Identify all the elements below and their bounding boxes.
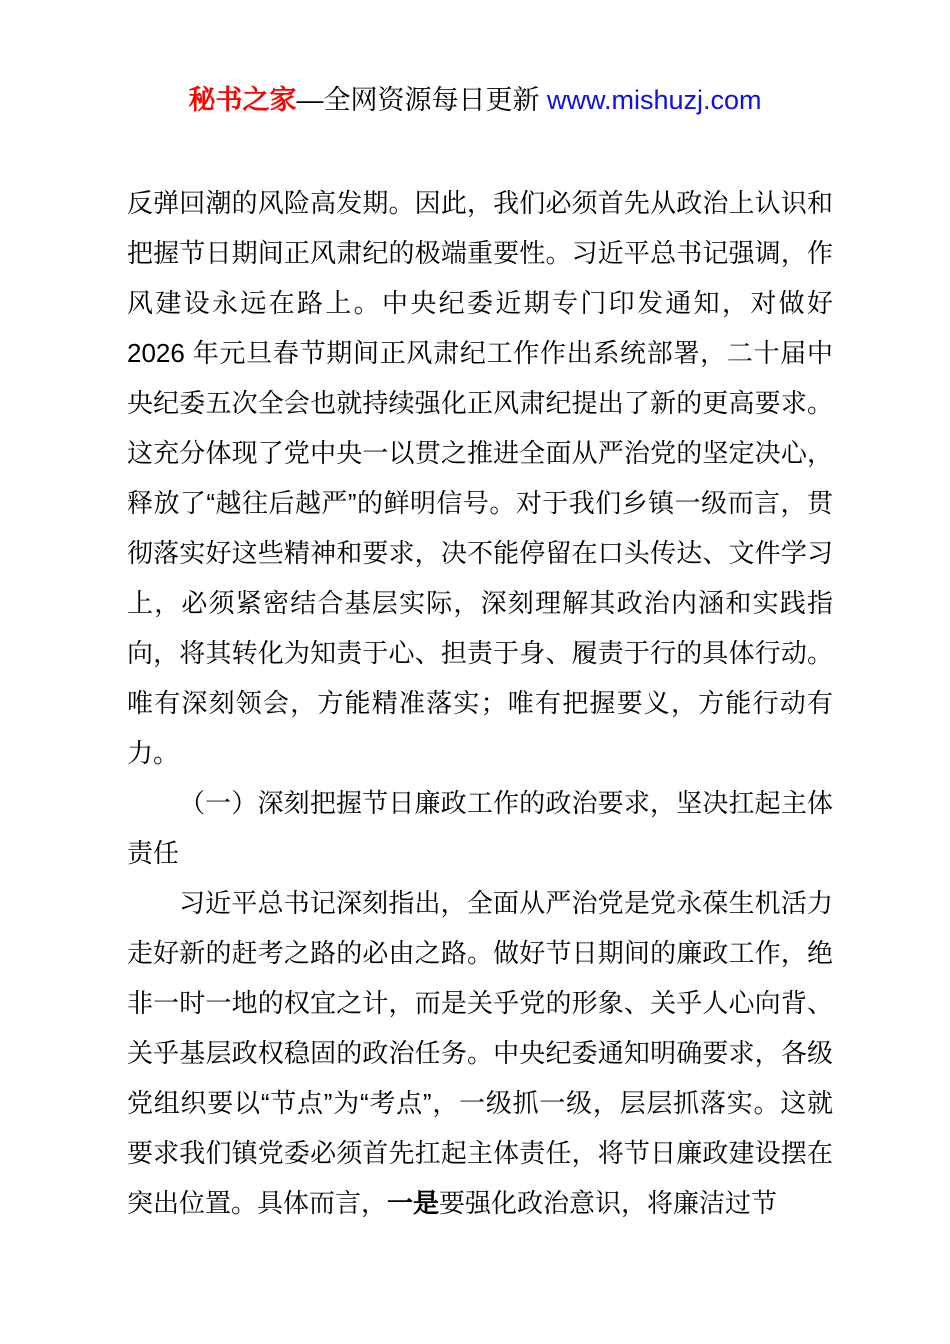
site-tagline-separator: —	[296, 85, 324, 115]
paragraph	[127, 878, 833, 1228]
site-header	[0, 0, 950, 116]
site-brand: 秘书之家	[188, 85, 297, 115]
site-tagline: 全网资源每日更新	[323, 85, 540, 115]
document-body	[0, 116, 950, 1228]
bold-text-run: 一是	[387, 1188, 440, 1218]
paragraph	[127, 778, 833, 878]
site-url[interactable]: www.mishuzj.com	[546, 85, 762, 115]
text-run: （一）深刻把握节日廉政工作的政治要求，坚决扛起主体责任	[127, 788, 833, 868]
paragraph	[127, 178, 833, 778]
text-run: 要强化政治意识，将廉洁过节	[439, 1188, 778, 1218]
text-run: 反弹回潮的风险高发期。因此，我们必须首先从政治上认识和把握节日期间正风肃纪的极端重要性。习近平总书记强调，作风建设永远在路上。中央纪委近期专门印发通知，对做好 2026 年元旦春节期间正风肃纪工作作出系统部署，二十届中央纪委五次全会也就持续强化正风肃纪提出了新的更高要求。这充分体现了党中央一以贯之推进全面从严治党的坚定决心，释放了“越往后越严”的鲜明信号。对于我们乡镇一级而言，贯彻落实好这些精神和要求，决不能停留在口头传达、文件学习上，必须紧密结合基层实际，深刻理解其政治内涵和实践指向，将其转化为知责于心、担责于身、履责于行的具体行动。唯有深刻领会，方能精准落实；唯有把握要义，方能行动有力。	[127, 188, 833, 768]
text-run: 习近平总书记深刻指出，全面从严治党是党永葆生机活力走好新的赶考之路的必由之路。做好节日期间的廉政工作，绝非一时一地的权宜之计，而是关乎党的形象、关乎人心向背、关乎基层政权稳固的政治任务。中央纪委通知明确要求，各级党组织要以“节点”为“考点”，一级抓一级，层层抓落实。这就要求我们镇党委必须首先扛起主体责任，将节日廉政建设摆在突出位置。具体而言，	[127, 888, 833, 1218]
